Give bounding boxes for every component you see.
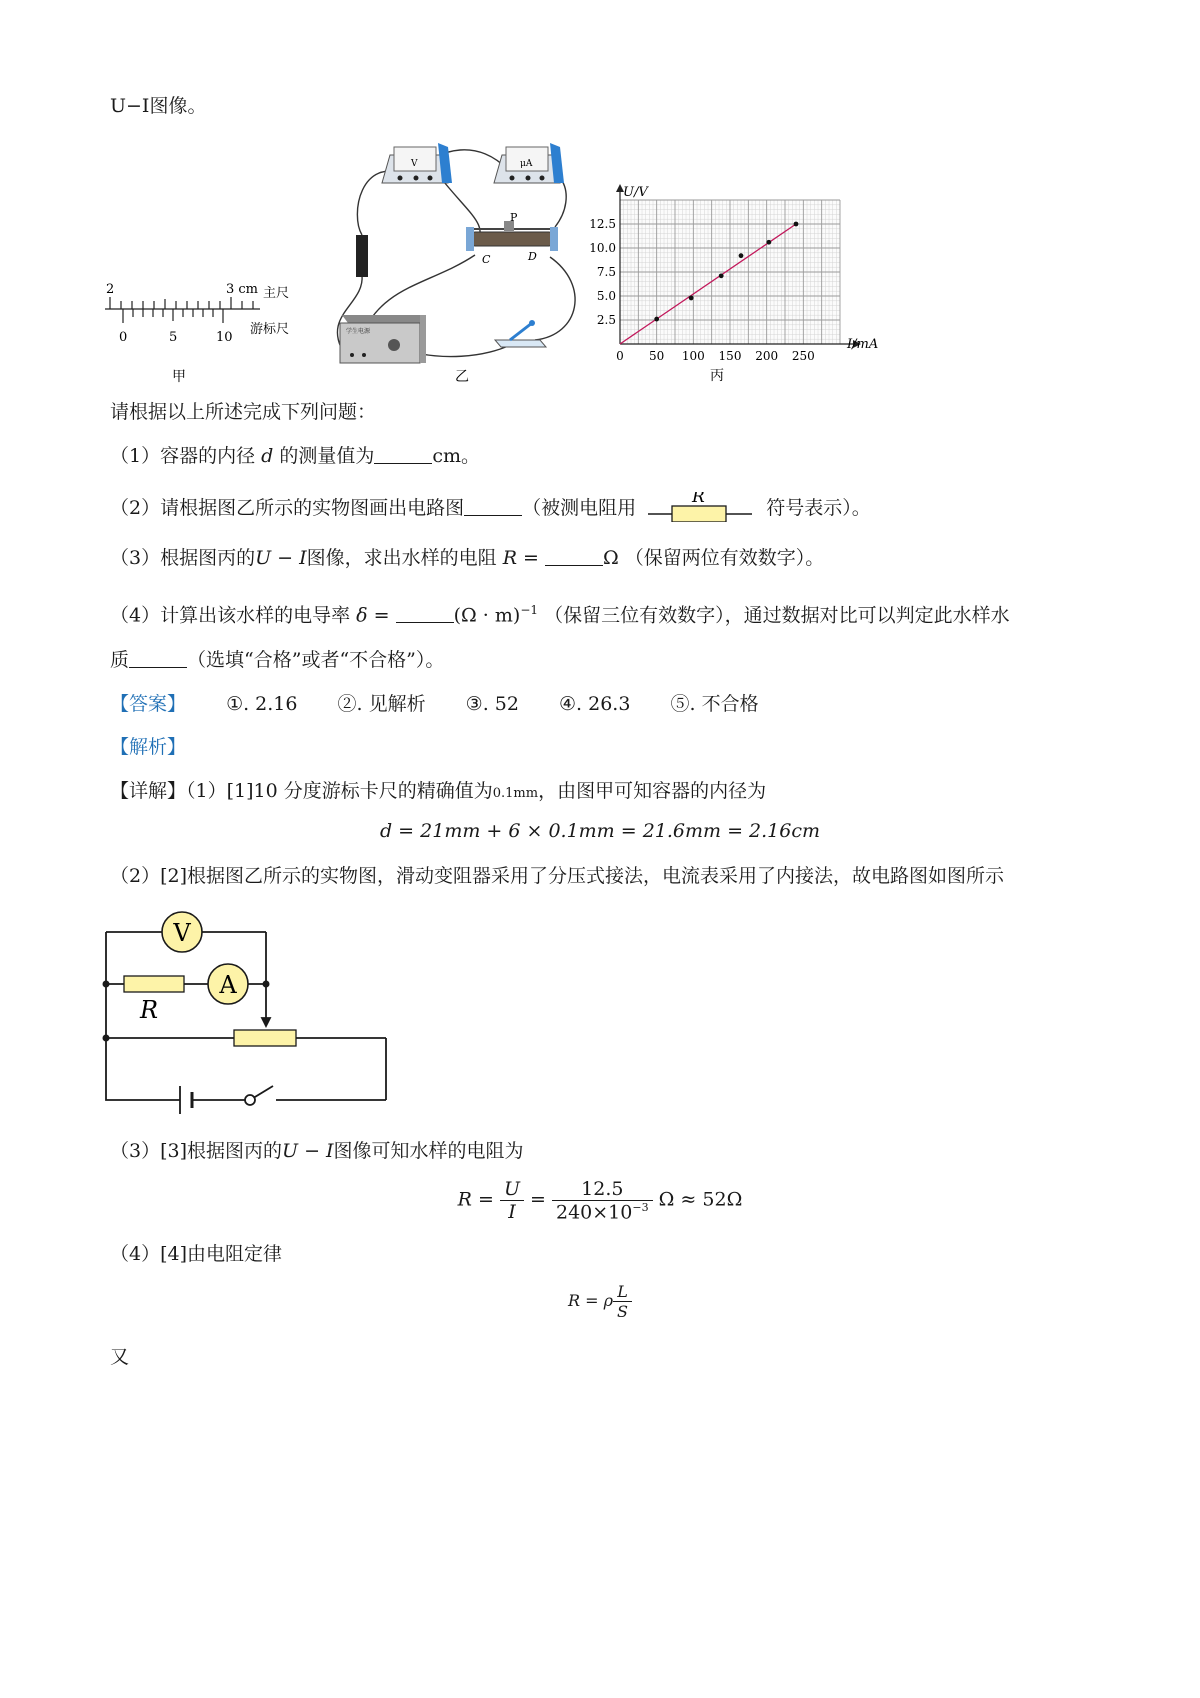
answer-3: ③. 52 — [465, 693, 519, 715]
blank-1 — [374, 445, 432, 464]
junction-dot — [263, 981, 270, 988]
graph-x-tick-label: 200 — [755, 349, 779, 363]
answer-2: ②. 见解析 — [337, 693, 426, 715]
main-tick-2: 2 — [106, 282, 115, 297]
resistor-r-label: R — [140, 996, 159, 1024]
water-sample-tube — [356, 235, 368, 277]
graph-x-tick-label: 50 — [649, 349, 665, 363]
voltmeter-label: V — [411, 159, 418, 169]
detail-paragraph-3: （3）[3]根据图丙的U − I图像可知水样的电阻为 — [110, 1140, 524, 1162]
answer-4: ④. 26.3 — [559, 693, 631, 715]
wire — [535, 257, 575, 340]
rheostat-label-c: C — [482, 253, 491, 266]
power-supply-label: 学生电源 — [346, 328, 371, 335]
graph-x-tick-label: 100 — [681, 349, 705, 363]
microammeter-photo — [494, 143, 564, 183]
rheostat-symbol — [234, 1030, 296, 1046]
main-scale-label: 主尺 — [263, 286, 290, 301]
resistor-r-symbol — [124, 976, 184, 992]
question-2: （2）请根据图乙所示的实物图画出电路图 （被测电阻用 R 符号表示）。 — [110, 492, 871, 522]
equation-diameter: d = 21mm + 6 × 0.1mm = 21.6mm = 2.16cm — [379, 820, 820, 842]
graph-y-tick-label: 2.5 — [596, 313, 616, 327]
resistor-symbol — [642, 492, 760, 522]
graph-x-tick-label: 150 — [718, 349, 742, 363]
detail-paragraph-4: （4）[4]由电阻定律 — [110, 1243, 283, 1265]
graph-y-tick-label: 5.0 — [596, 289, 616, 303]
graph-data-point — [766, 240, 771, 245]
answer-1: ①. 2.16 — [226, 693, 298, 715]
voltmeter-symbol-label: V — [173, 919, 191, 947]
resistor-symbol-label: R — [692, 492, 705, 507]
caption-bing: 丙 — [710, 368, 724, 384]
vernier-scale-ticks — [123, 309, 223, 323]
analysis-label: 【解析】 — [110, 736, 187, 758]
detail-paragraph-1: 【详解】（1）[1]10 分度游标卡尺的精确值为0.1mm，由图甲可知容器的内径为 — [110, 780, 767, 802]
ammeter-symbol-label: A — [219, 971, 237, 999]
blank-4 — [396, 604, 454, 623]
graph-y-tick-label: 12.5 — [589, 217, 616, 231]
rheostat-label-p: P — [510, 211, 518, 224]
answer-label: 【答案】 — [110, 693, 187, 715]
junction-dot — [103, 981, 110, 988]
question-intro: 请根据以上所述完成下列问题： — [110, 401, 377, 423]
rheostat-photo — [466, 211, 558, 266]
vernier-scale-label: 游标尺 — [250, 322, 290, 337]
intro-line: U−I图像。 — [110, 95, 207, 117]
question-3: （3）根据图丙的U − I图像，求出水样的电阻 R = Ω （保留两位有效数字）。 — [110, 547, 825, 569]
vernier-tick-5: 5 — [169, 330, 178, 345]
equation-resistance-law: R = ρ $\frac{L}{S}$ — [0, 1282, 1200, 1321]
detail-paragraph-5: 又 — [110, 1346, 130, 1368]
blank-3 — [545, 547, 603, 566]
caliper-figure — [100, 275, 320, 390]
graph-x-tick-label: 0 — [616, 349, 624, 363]
blank-2 — [464, 497, 522, 516]
microammeter-label: μA — [520, 159, 533, 169]
switch-photo — [495, 320, 546, 347]
graph-data-point — [719, 273, 724, 278]
graph-data-point — [654, 317, 659, 322]
answer-row — [110, 690, 793, 718]
vernier-tick-10: 10 — [216, 330, 233, 345]
equation-resistance: R = $\frac{U}{I}$ = $\frac{12.5}{240\times 10^{-3}}$ Ω ≈ 52Ω — [457, 1178, 743, 1224]
graph-x-tick-label: 250 — [791, 349, 815, 363]
question-4-line-2: 质 （选填“合格”或者“不合格”）。 — [110, 649, 445, 671]
switch-contact — [245, 1095, 255, 1105]
u-i-graph — [585, 180, 885, 390]
graph-data-point — [794, 222, 799, 227]
graph-x-axis-label: I/mA — [847, 337, 879, 352]
question-1: （1）容器的内径 d 的测量值为 cm。 — [110, 445, 481, 467]
caption-jia: 甲 — [172, 369, 186, 385]
graph-data-point — [689, 296, 694, 301]
rheostat-label-d: D — [528, 250, 537, 263]
detail-paragraph-2: （2）[2]根据图乙所示的实物图，滑动变阻器采用了分压式接法，电流表采用了内接法，故电路图如图所示 — [110, 865, 1005, 887]
main-scale-ticks — [110, 297, 253, 309]
graph-y-tick-label: 10.0 — [589, 241, 616, 255]
caption-yi: 乙 — [455, 369, 469, 385]
power-supply-photo — [340, 315, 426, 363]
answer-5: ⑤. 不合格 — [670, 693, 759, 715]
voltmeter-photo — [382, 143, 452, 183]
vernier-tick-0: 0 — [119, 330, 128, 345]
graph-data-point — [739, 253, 744, 258]
graph-y-tick-label: 7.5 — [596, 265, 616, 279]
blank-5 — [129, 649, 187, 668]
circuit-schematic — [100, 910, 400, 1120]
junction-dot — [103, 1035, 110, 1042]
graph-y-axis-label: U/V — [623, 185, 648, 200]
question-4-line-1: （4）计算出该水样的电导率 $\delta = (\Omega \cdot m)^{-1}$ （保留三位有效数字），通过数据对比可以判定此水样水 — [110, 603, 1010, 627]
circuit-photo-figure — [320, 135, 605, 390]
main-tick-3cm: 3 cm — [226, 282, 259, 297]
